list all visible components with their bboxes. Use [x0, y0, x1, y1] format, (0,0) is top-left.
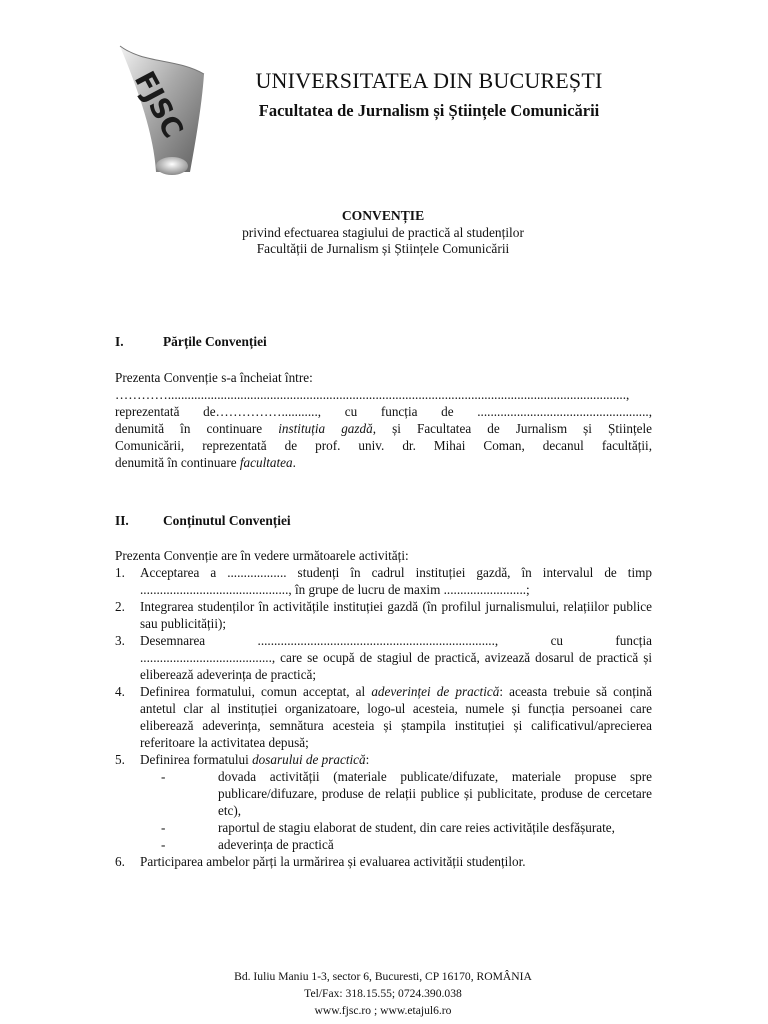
section-2-number: II. [115, 513, 129, 528]
representative-line: reprezentată de……………..........., cu funcția de ...................................................., [115, 404, 652, 419]
footer-address: Bd. Iuliu Maniu 1-3, sector 6, Bucuresti, CP 16170, ROMÂNIA [234, 970, 532, 983]
list-item-2: 2. Integrarea studenților în activitățile instituției gazdă (în profilul jurnalismului, relațiilor publice sau publicității); [115, 599, 652, 631]
section-1-number: I. [115, 334, 124, 349]
list-item-5: 5. Definirea formatului dosarului de practică: [115, 752, 370, 767]
section-2-intro: Prezenta Convenție are în vedere următoarele activități: [115, 548, 409, 563]
sub-item-portfolio-evidence: - dovada activității (materiale publicate/difuzate, materiale propuse spre publicare/difuzare, produse de relații publice și publicitate, produse de cercetare etc), [161, 769, 652, 818]
section-1-heading [115, 334, 267, 350]
footer-phone: Tel/Fax: 318.15.55; 0724.390.038 [304, 987, 462, 1001]
list-item-3: 3. Desemnarea ........................................................................, cu funcția ........................................, care se ocupă de stagiul de practică, avizează dosarul de practică și eliberează adeverința de practică; [115, 633, 652, 682]
document-subtitle-line-1: privind efectuarea stagiului de practică al studenților [242, 224, 524, 240]
sub-item-certificate: - adeverința de practică [161, 837, 334, 852]
page-footer [114, 968, 652, 1020]
footer-web-links[interactable]: www.fjsc.ro ; www.etajul6.ro [314, 1004, 452, 1018]
logo-text: FJSC [127, 65, 190, 144]
faculty-representative-line: Comunicării, reprezentată de prof. univ. dr. Mihai Coman, decanul facultății, [115, 438, 652, 453]
section-2-title: Conținutul Convenției [163, 513, 291, 528]
faculty-designation-line: denumită în continuare facultatea. [115, 455, 296, 470]
section-1-intro: Prezenta Convenție s-a încheiat între: [115, 370, 313, 385]
section-2-body [115, 547, 652, 870]
institution-name-blank: …………..........................................................................................................................................., [115, 387, 630, 402]
host-institution-line: denumită în continuare instituția gazdă, și Facultatea de Jurnalism și Științele [115, 421, 652, 436]
fjsc-logo [114, 44, 206, 176]
list-item-6: 6. Participarea ambelor părți la urmărirea și evaluarea activității studenților. [115, 854, 526, 869]
section-1-body [115, 369, 652, 471]
faculty-name: Facultatea de Jurnalism și Științele Comunicării [258, 101, 600, 120]
document-subtitle-line-2: Facultății de Jurnalism și Științele Comunicării [256, 241, 510, 256]
list-item-4: 4. Definirea formatului, comun acceptat, al adeverinței de practică: aceasta trebuie să conțină antetul clar al instituției organizatoare, logo-ul acesteia, numele și funcția persoanei care eliberează adeverința, semnătura acesteia și ștampila instituției și calificativul/aprecierea referitoare la activitatea depusă; [115, 684, 652, 750]
document-heading [114, 208, 652, 258]
section-1-title: Părțile Convenției [163, 334, 267, 349]
university-name: UNIVERSITATEA DIN BUCUREȘTI [255, 68, 603, 93]
list-item-1: 1. Acceptarea a .................. studenți în cadrul instituției gazdă, în intervalul de timp ............................................., în grupe de lucru de maxim .........................; [115, 565, 652, 597]
section-2-heading [115, 513, 291, 529]
sub-item-internship-report: - raportul de stagiu elaborat de student, din care reies activitățile desfășurate, [161, 820, 615, 835]
document-title: CONVENȚIE [341, 208, 425, 223]
